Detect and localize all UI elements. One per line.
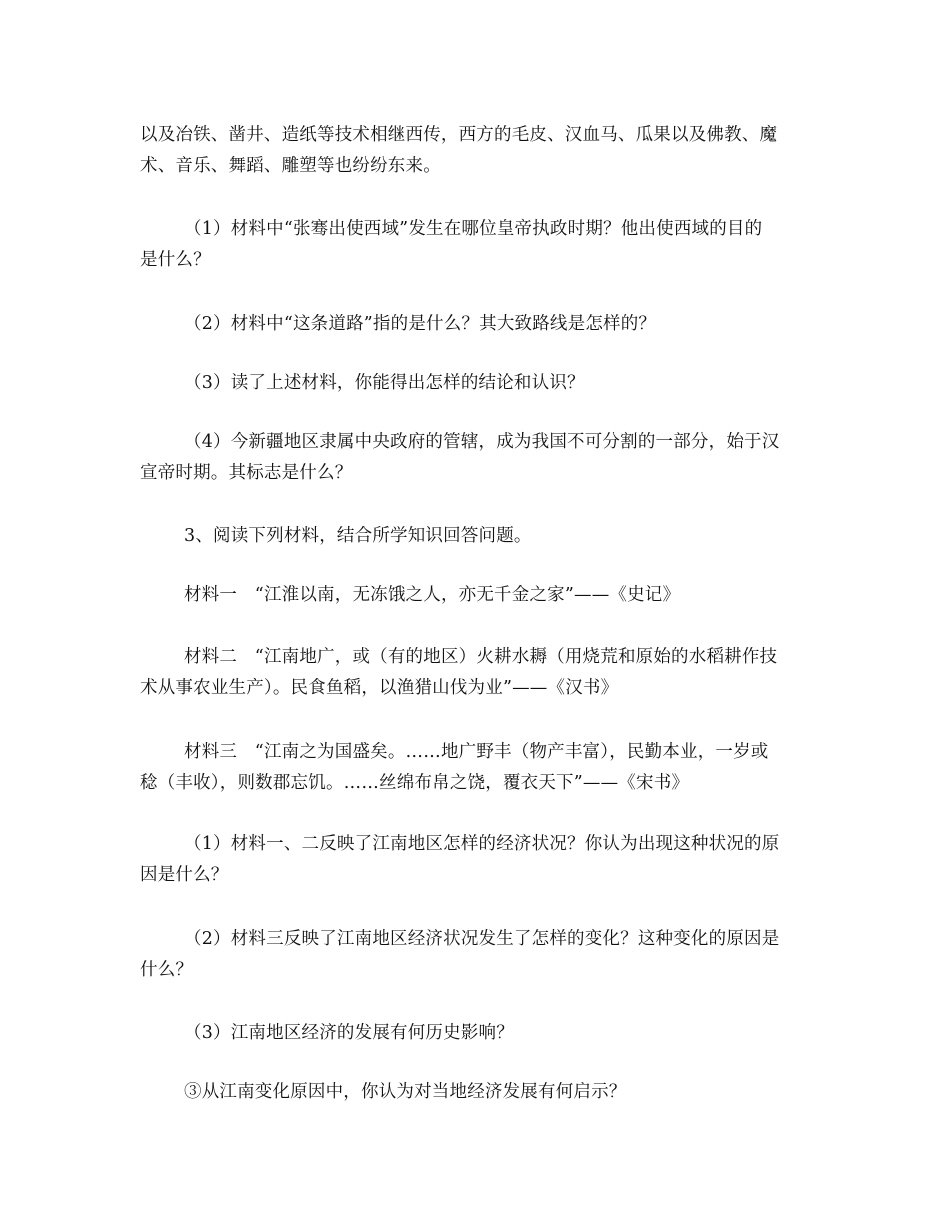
material-continuation-paragraph xyxy=(140,120,780,182)
text-line: 稔（丰收），则数郡忘饥。……丝绵布帛之饶，覆衣天下”——《宋书》 xyxy=(140,773,690,793)
text-line: 术从事农业生产）。民食鱼稻，以渔猎山伐为业”——《汉书》 xyxy=(140,678,619,698)
text-line: 因是什么？ xyxy=(140,865,229,885)
text-line: 术、音乐、舞蹈、雕塑等也纷纷东来。 xyxy=(140,156,441,176)
text-line: 什么？ xyxy=(140,960,194,980)
text-line: 材料三 “江南之为国盛矣。……地广野丰（物产丰富），民勤本业，一岁或 xyxy=(184,742,769,762)
text-line: 以及冶铁、凿井、造纸等技术相继西传，西方的毛皮、汉血马、瓜果以及佛教、魔 xyxy=(140,125,778,145)
text-line: （1）材料中“张骞出使西域”发生在哪位皇帝执政时期？他出使西域的目的 xyxy=(184,219,763,239)
question-2-4 xyxy=(140,427,780,489)
text-line: （3）江南地区经济的发展有何历史影响？ xyxy=(184,1023,514,1043)
text-line: （2）材料中“这条道路”指的是什么？其大致路线是怎样的？ xyxy=(184,314,657,334)
question-2-2 xyxy=(140,309,780,340)
question-3-4 xyxy=(140,1077,780,1108)
question-3-1 xyxy=(140,829,780,891)
text-line: （3）读了上述材料，你能得出怎样的结论和认识？ xyxy=(184,373,585,393)
text-line: 宣帝时期。其标志是什么？ xyxy=(140,463,353,483)
text-line: （1）材料一、二反映了江南地区怎样的经济状况？你认为出现这种状况的原 xyxy=(184,834,780,854)
text-line: 材料一 “江淮以南，无冻饿之人，亦无千金之家”——《史记》 xyxy=(184,585,681,605)
material-three xyxy=(140,737,780,799)
material-two xyxy=(140,642,780,704)
text-line: 材料二 “江南地广，或（有的地区）火耕水耨（用烧荒和原始的水稻耕作技 xyxy=(184,647,778,667)
text-line: （4）今新疆地区隶属中央政府的管辖，成为我国不可分割的一部分，始于汉 xyxy=(184,432,780,452)
text-line: 是什么？ xyxy=(140,250,211,270)
material-one xyxy=(140,580,780,611)
text-line: （2）材料三反映了江南地区经济状况发生了怎样的变化？这种变化的原因是 xyxy=(184,929,780,949)
text-line: ③从江南变化原因中，你认为对当地经济发展有何启示？ xyxy=(184,1082,627,1102)
text-line: 3、阅读下列材料，结合所学知识回答问题。 xyxy=(184,526,532,546)
question-3-heading xyxy=(140,521,780,552)
question-3-3 xyxy=(140,1018,780,1049)
question-3-2 xyxy=(140,924,780,986)
question-2-3 xyxy=(140,368,780,399)
question-2-1 xyxy=(140,214,780,276)
